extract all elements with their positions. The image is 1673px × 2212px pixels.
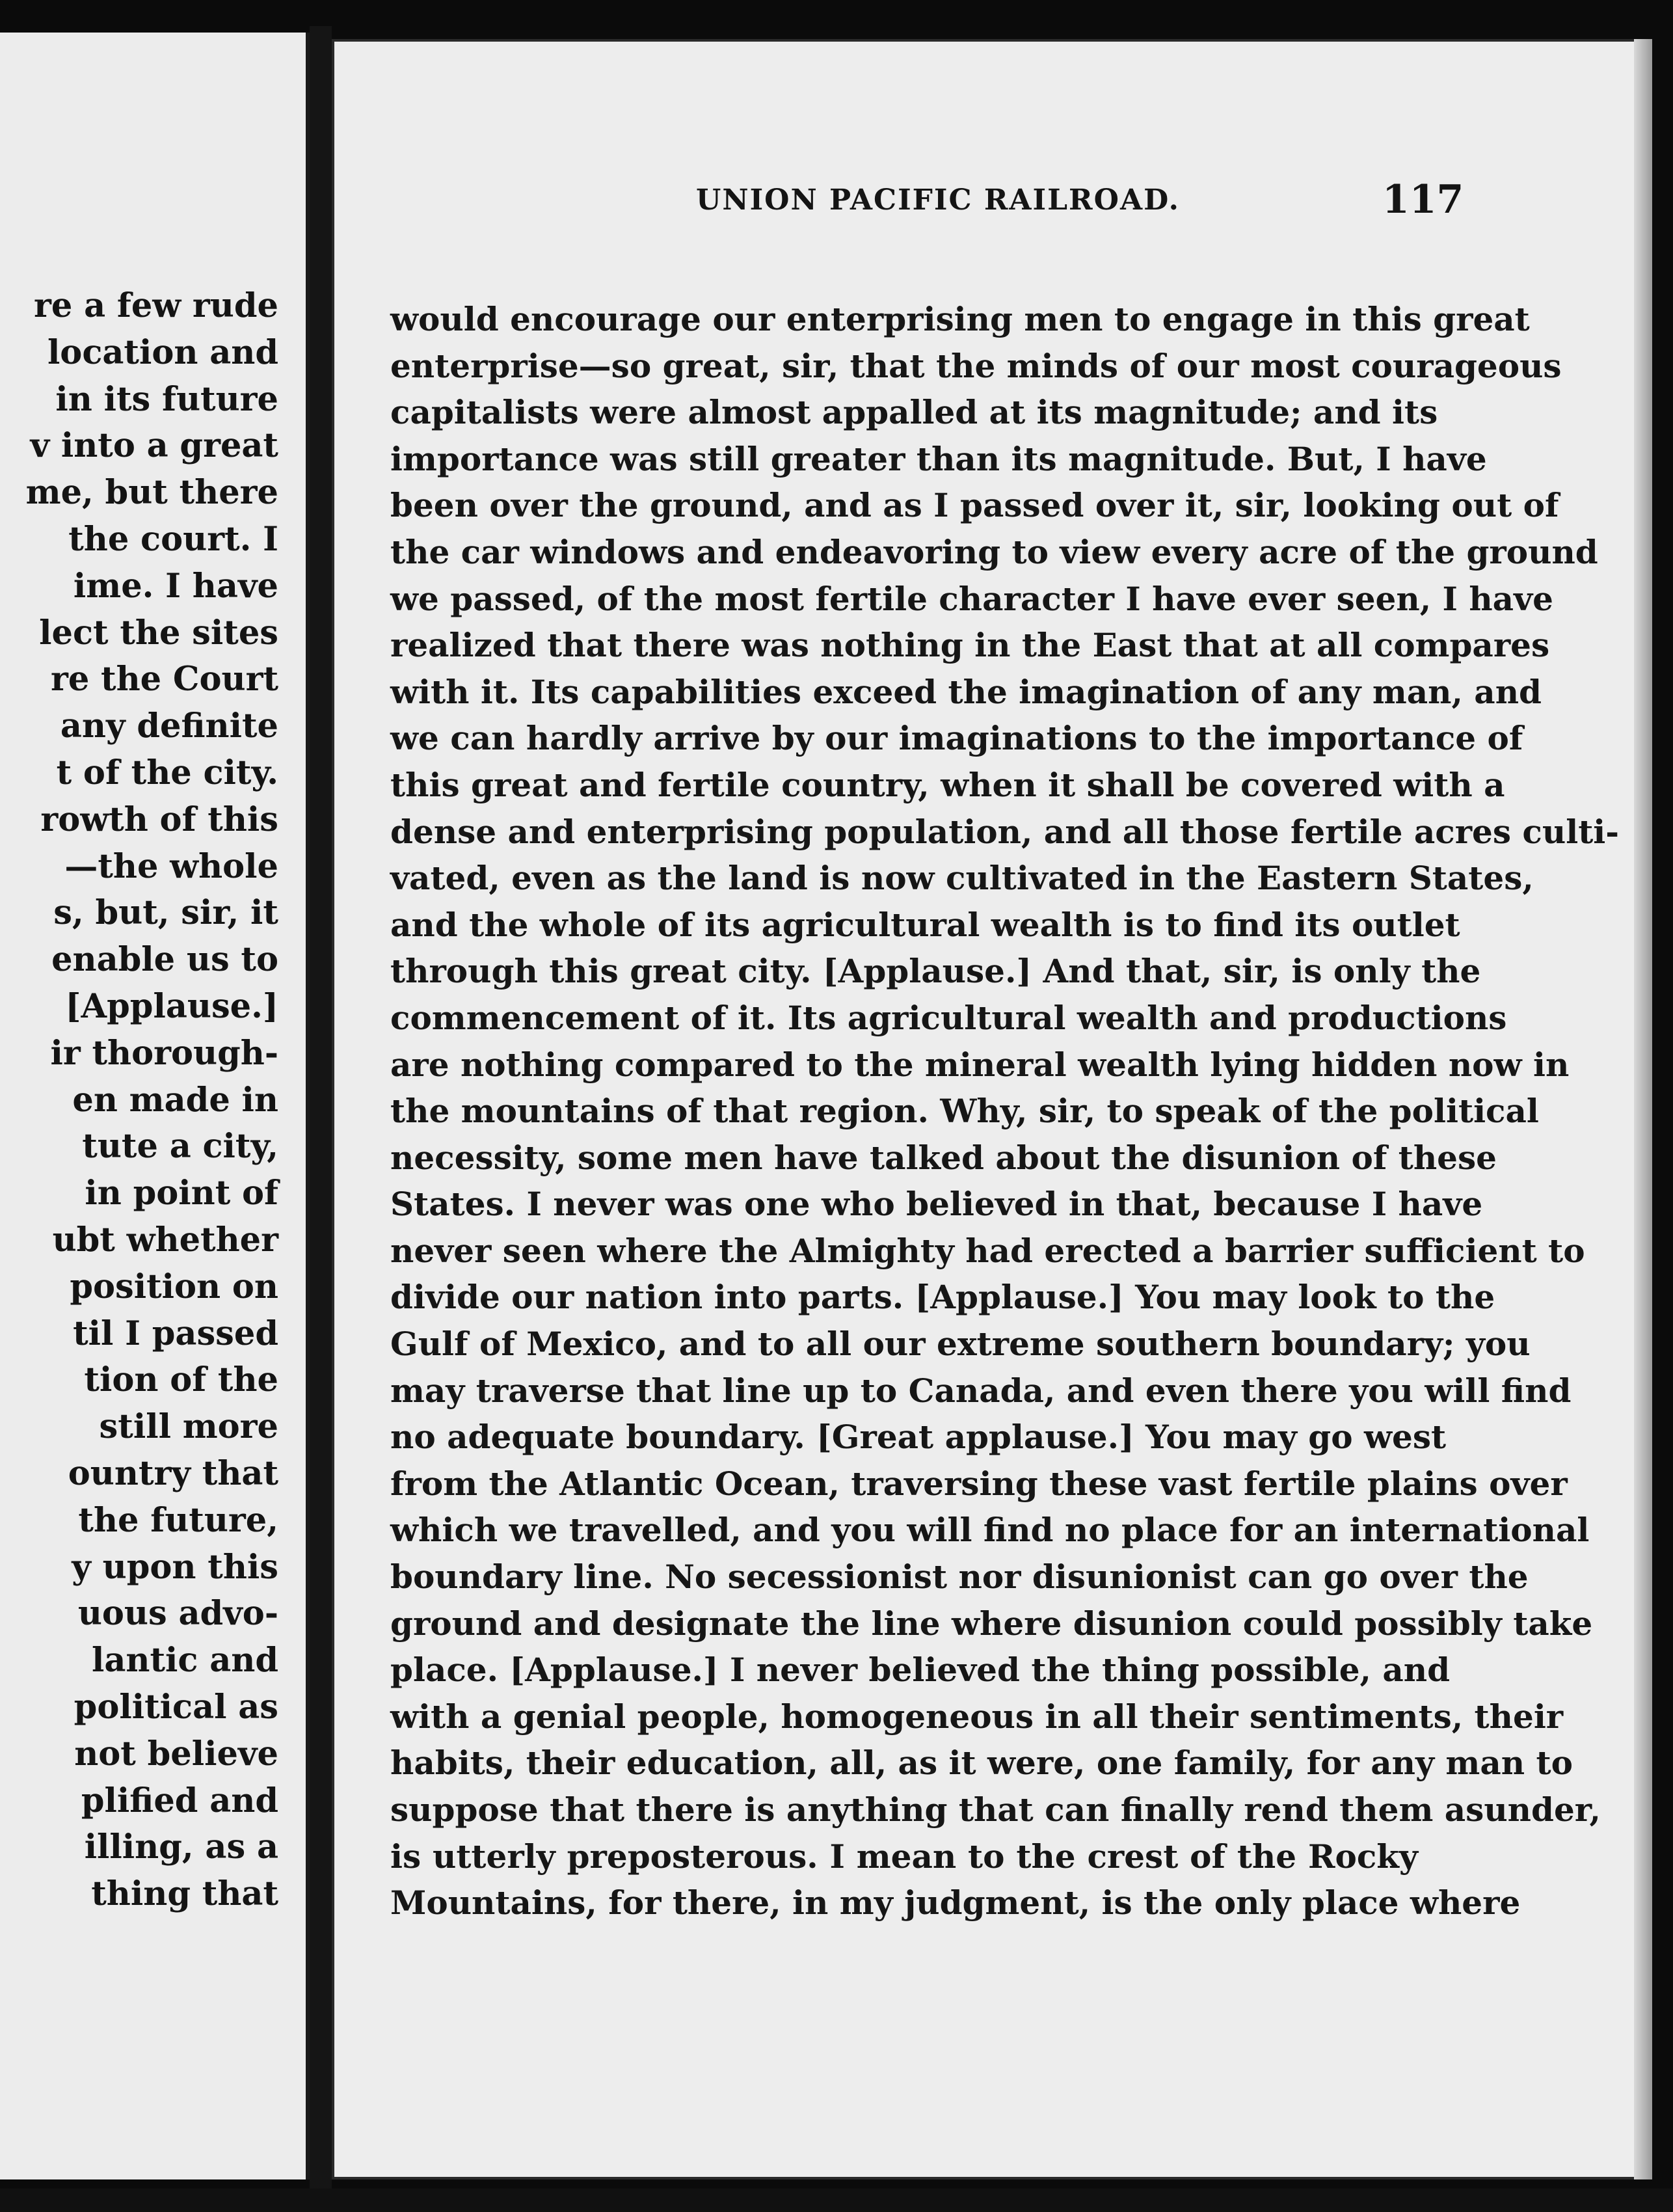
- text-line: tute a city,: [82, 1127, 278, 1167]
- page-number: 117: [1382, 177, 1464, 223]
- text-line: dense and enterprising population, and all those fertile acres culti-: [390, 812, 1620, 851]
- previous-page: [0, 33, 310, 2179]
- text-line: commencement of it. Its agricultural wealth and productions: [390, 998, 1507, 1037]
- text-line: lantic and: [91, 1641, 278, 1680]
- text-line: ubt whether: [52, 1220, 278, 1260]
- text-line: ir thorough-: [50, 1033, 278, 1073]
- text-line: any definite: [60, 707, 278, 746]
- text-line: position on: [70, 1267, 278, 1306]
- text-line: t of the city.: [56, 753, 278, 792]
- text-line: ountry that: [68, 1453, 278, 1493]
- text-line: we passed, of the most fertile character I have ever seen, I have: [390, 579, 1553, 618]
- scan-bottom-shadow: [0, 2189, 1673, 2212]
- text-line: never seen where the Almighty had erected a barrier sufficient to: [390, 1231, 1585, 1270]
- text-line: illing, as a: [84, 1828, 278, 1867]
- text-line: we can hardly arrive by our imaginations to the importance of: [390, 719, 1523, 758]
- text-line: rowth of this: [40, 800, 278, 839]
- text-line: and the whole of its agricultural wealth is to find its outlet: [390, 905, 1460, 944]
- text-line: would encourage our enterprising men to engage in this great: [390, 300, 1530, 338]
- text-line: through this great city. [Applause.] And that, sir, is only the: [390, 952, 1481, 991]
- text-line: with a genial people, homogeneous in all their sentiments, their: [390, 1697, 1564, 1736]
- text-line: the car windows and endeavoring to view every acre of the ground: [390, 532, 1598, 571]
- text-line: re the Court: [50, 660, 278, 699]
- text-line: political as: [74, 1687, 278, 1727]
- text-line: in its future: [55, 379, 278, 419]
- text-line: divide our nation into parts. [Applause.] You may look to the: [390, 1278, 1495, 1317]
- text-line: which we travelled, and you will find no place for an international: [390, 1511, 1590, 1550]
- text-line: habits, their education, all, as it were, one family, for any man to: [390, 1744, 1573, 1783]
- text-line: Gulf of Mexico, and to all our extreme southern boundary; you: [390, 1325, 1531, 1364]
- text-line: suppose that there is anything that can finally rend them asunder,: [390, 1790, 1601, 1829]
- text-line: no adequate boundary. [Great applause.] You may go west: [390, 1418, 1447, 1457]
- text-line: not believe: [74, 1734, 278, 1774]
- text-line: the court. I: [68, 519, 278, 559]
- page-edge: [1634, 39, 1652, 2179]
- text-line: til I passed: [73, 1314, 278, 1353]
- text-line: —the whole: [64, 846, 278, 886]
- text-line: en made in: [72, 1080, 278, 1120]
- text-line: are nothing compared to the mineral wealth lying hidden now in: [390, 1045, 1570, 1084]
- text-line: ground and designate the line where disunion could possibly take: [390, 1604, 1593, 1643]
- text-line: may traverse that line up to Canada, and even there you will find: [390, 1371, 1572, 1410]
- text-line: from the Atlantic Ocean, traversing these vast fertile plains over: [390, 1464, 1568, 1503]
- text-line: the future,: [78, 1500, 278, 1540]
- text-line: uous advo-: [77, 1594, 278, 1634]
- text-line: [Applause.]: [65, 986, 278, 1026]
- text-line: v into a great: [30, 426, 278, 466]
- text-line: tion of the: [84, 1360, 278, 1400]
- book-gutter: [310, 26, 332, 2199]
- text-line: necessity, some men have talked about the disunion of these: [390, 1138, 1497, 1177]
- text-line: re a few rude: [34, 286, 278, 325]
- text-line: vated, even as the land is now cultivated in the Eastern States,: [390, 859, 1534, 898]
- text-line: Mountains, for there, in my judgment, is the only place where: [390, 1883, 1521, 1922]
- text-line: capitalists were almost appalled at its magnitude; and its: [390, 393, 1438, 432]
- text-line: s, but, sir, it: [53, 893, 278, 933]
- running-head: UNION PACIFIC RAILROAD.: [696, 183, 1180, 217]
- text-line: the mountains of that region. Why, sir, to speak of the political: [390, 1092, 1539, 1131]
- text-line: this great and fertile country, when it shall be covered with a: [390, 765, 1505, 804]
- text-line: is utterly preposterous. I mean to the crest of the Rocky: [390, 1837, 1418, 1876]
- text-line: plified and: [81, 1781, 278, 1820]
- text-line: thing that: [91, 1874, 278, 1914]
- text-line: lect the sites: [39, 613, 278, 653]
- body-text: [390, 296, 1620, 1926]
- previous-page-text: [0, 283, 278, 1918]
- text-line: in point of: [85, 1174, 278, 1213]
- text-line: realized that there was nothing in the East that at all compares: [390, 626, 1550, 665]
- text-line: States. I never was one who believed in that, because I have: [390, 1185, 1483, 1224]
- text-line: with it. Its capabilities exceed the imagination of any man, and: [390, 672, 1542, 711]
- text-line: location and: [47, 332, 278, 372]
- current-page: [332, 39, 1652, 2179]
- text-line: me, but there: [25, 473, 278, 513]
- text-line: ime. I have: [73, 566, 278, 606]
- text-line: enterprise—so great, sir, that the minds of our most courageous: [390, 346, 1562, 385]
- text-line: boundary line. No secessionist nor disunionist can go over the: [390, 1558, 1529, 1597]
- text-line: still more: [99, 1407, 278, 1447]
- text-line: been over the ground, and as I passed over it, sir, looking out of: [390, 486, 1559, 525]
- text-line: enable us to: [51, 940, 278, 980]
- text-line: importance was still greater than its magnitude. But, I have: [390, 439, 1487, 478]
- text-line: place. [Applause.] I never believed the thing possible, and: [390, 1651, 1451, 1690]
- text-line: y upon this: [72, 1547, 278, 1587]
